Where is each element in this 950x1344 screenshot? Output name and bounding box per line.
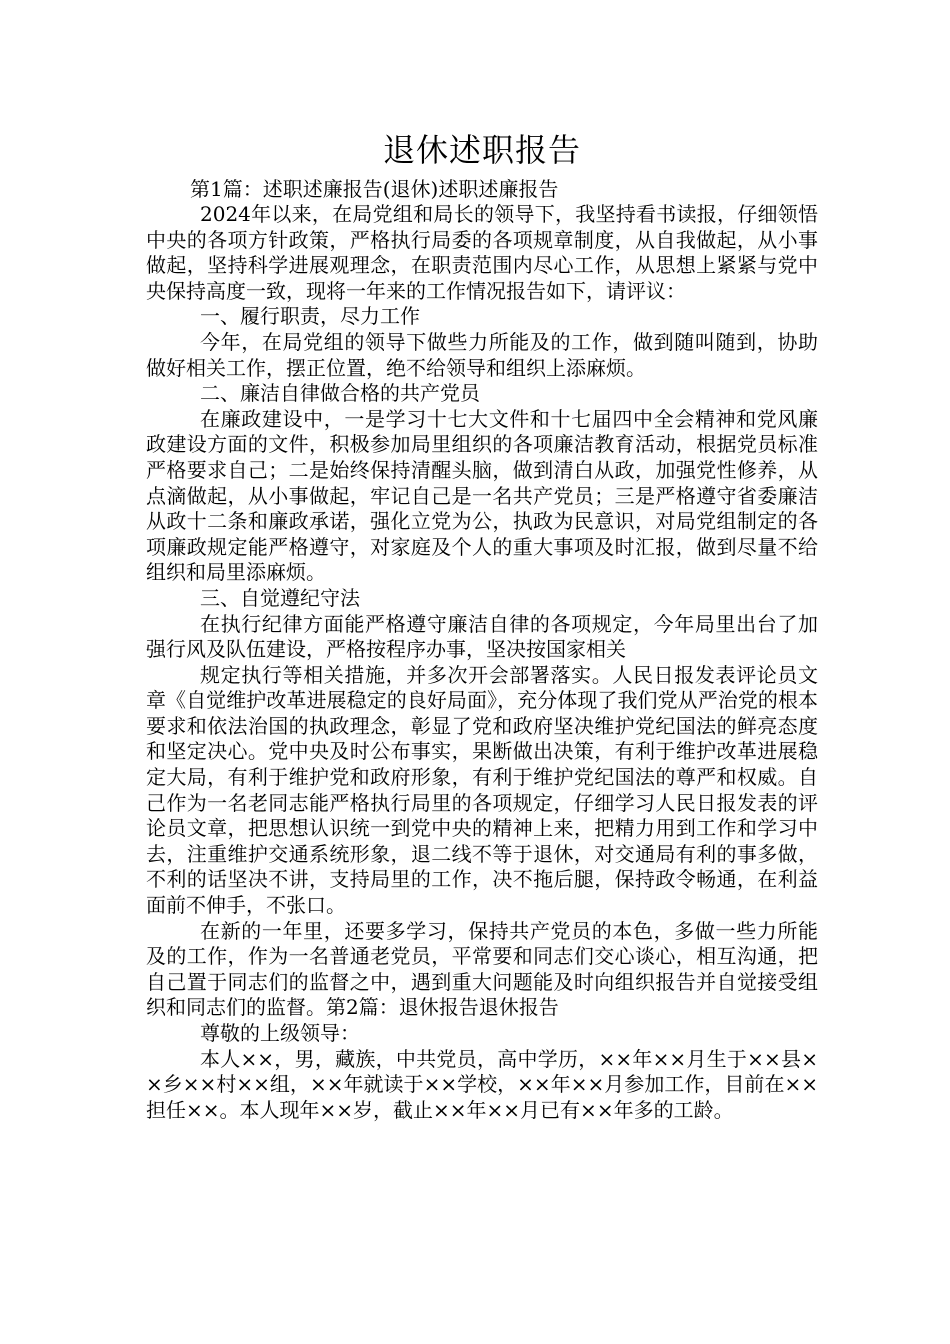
document-subtitle: 第1篇：述职述廉报告(退休)述职述廉报告	[190, 177, 559, 201]
paragraph-section-2: 在廉政建设中，一是学习十七大文件和十七届四中全会精神和党风廉政建设方面的文件，积极参加局里组织的各项廉洁教育活动，根据党员标准严格要求自己；二是始终保持清醒头脑，做到清白从政，加强党性修养，从点滴做起，从小事做起，牢记自己是一名共产党员；三是严格遵守省委廉洁从政十二条和廉政承诺，强化立党为公，执政为民意识，对局党组制定的各项廉政规定能严格遵守，对家庭及个人的重大事项及时汇报，做到尽量不给组织和局里添麻烦。	[146, 406, 818, 585]
document-page	[146, 128, 818, 1123]
document-title: 退休述职报告	[382, 131, 581, 169]
section-heading-2: 二、廉洁自律做合格的共产党员	[200, 381, 480, 406]
paragraph-section-3b: 规定执行等相关措施，并多次开会部署落实。人民日报发表评论员文章《自觉维护改革进展稳定的良好局面》，充分体现了我们党从严治党的根本要求和依法治国的执政理念，彰显了党和政府坚决维护党纪国法的鲜亮态度和坚定决心。党中央及时公布事实，果断做出决策，有利于维护改革进展稳定大局，有利于维护党和政府形象，有利于维护党纪国法的尊严和权威。自己作为一名老同志能严格执行局里的各项规定，仔细学习人民日报发表的评论员文章，把思想认识统一到党中央的精神上来，把精力用到工作和学习中去，注重维护交通系统形象，退二线不等于退休，对交通局有利的事多做，不利的话坚决不讲，支持局里的工作，决不拖后腿，保持政令畅通，在利益面前不伸手，不张口。	[146, 662, 818, 918]
paragraph-section-3a: 在执行纪律方面能严格遵守廉洁自律的各项规定，今年局里出台了加强行风及队伍建设，严格按程序办事，坚决按国家相关	[146, 611, 818, 662]
salutation: 尊敬的上级领导：	[200, 1021, 360, 1045]
section-heading-1: 一、履行职责，尽力工作	[200, 304, 420, 329]
paragraph-personal-info: 本人××，男，藏族，中共党员，高中学历，××年××月生于××县××乡××村××组，××年就读于××学校，××年××月参加工作，目前在××担任××。本人现年××岁，截止××年××月已有××年多的工龄。	[146, 1046, 818, 1122]
paragraph-new-year: 在新的一年里，还要多学习，保持共产党员的本色，多做一些力所能及的工作，作为一名普通老党员，平常要和同志们交心谈心，相互沟通，把自己置于同志们的监督之中，遇到重大问题能及时向组织报告并自觉接受组织和同志们的监督。第2篇：退休报告退休报告	[146, 918, 818, 1020]
paragraph-intro: 2024年以来，在局党组和局长的领导下，我坚持看书读报，仔细领悟中央的各项方针政策，严格执行局委的各项规章制度，从自我做起，从小事做起，坚持科学进展观理念，在职责范围内尽心工作，从思想上紧紧与党中央保持高度一致，现将一年来的工作情况报告如下，请评议：	[146, 202, 818, 303]
section-heading-3: 三、自觉遵纪守法	[200, 585, 360, 610]
paragraph-section-1: 今年，在局党组的领导下做些力所能及的工作，做到随叫随到，协助做好相关工作，摆正位置，绝不给领导和组织上添麻烦。	[146, 329, 818, 380]
